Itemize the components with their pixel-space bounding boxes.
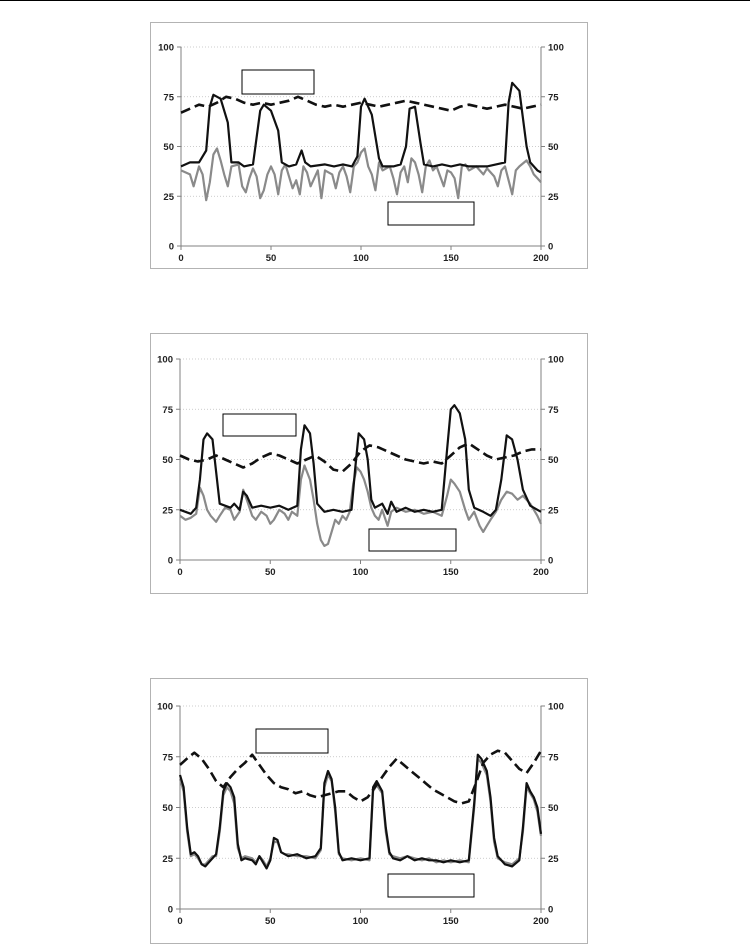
y-right-tick-label: 100 xyxy=(548,701,564,713)
y-right-tick-label: 0 xyxy=(548,241,554,253)
x-tick-label: 0 xyxy=(177,916,183,927)
x-tick-label: 0 xyxy=(178,253,184,264)
x-tick-label: 200 xyxy=(533,567,549,578)
chart-3-svg xyxy=(150,678,588,944)
y-left-tick-label: 100 xyxy=(158,42,174,54)
y-right-tick-label: 50 xyxy=(548,455,559,466)
chart-1-svg xyxy=(150,22,588,269)
chart-1 xyxy=(150,22,588,274)
y-right-tick-label: 25 xyxy=(548,505,559,517)
y-left-tick-label: 100 xyxy=(157,354,173,366)
y-left-tick-label: 100 xyxy=(157,701,173,713)
x-tick-label: 200 xyxy=(533,916,549,927)
label-box xyxy=(388,874,474,897)
y-left-tick-label: 50 xyxy=(163,142,174,153)
y-right-tick-label: 25 xyxy=(548,853,559,865)
label-box xyxy=(388,202,474,225)
y-left-tick-label: 25 xyxy=(163,191,174,203)
y-right-tick-label: 100 xyxy=(548,354,564,366)
y-right-tick-label: 50 xyxy=(548,142,559,153)
chart-frame xyxy=(151,23,588,269)
x-tick-label: 150 xyxy=(442,567,459,578)
y-right-tick-label: 75 xyxy=(548,92,559,104)
page-top-rule xyxy=(0,0,750,1)
label-box xyxy=(223,414,296,436)
y-right-tick-label: 75 xyxy=(548,404,559,416)
y-left-tick-label: 75 xyxy=(163,92,174,104)
y-left-tick-label: 0 xyxy=(167,555,173,567)
x-tick-label: 100 xyxy=(352,916,369,927)
x-tick-label: 200 xyxy=(533,253,549,264)
label-box xyxy=(256,729,328,753)
x-tick-label: 0 xyxy=(177,567,183,578)
y-right-tick-label: 50 xyxy=(548,803,559,814)
x-tick-label: 150 xyxy=(443,253,459,264)
y-left-tick-label: 25 xyxy=(162,505,173,517)
y-right-tick-label: 25 xyxy=(548,191,559,203)
x-tick-label: 150 xyxy=(442,916,459,927)
y-left-tick-label: 75 xyxy=(162,404,173,416)
y-left-tick-label: 50 xyxy=(162,803,173,814)
chart-3 xyxy=(150,678,588,949)
y-right-tick-label: 0 xyxy=(548,904,554,916)
y-left-tick-label: 50 xyxy=(162,455,173,466)
chart-frame xyxy=(151,679,588,944)
y-left-tick-label: 0 xyxy=(168,241,174,253)
x-tick-label: 100 xyxy=(352,567,369,578)
y-left-tick-label: 25 xyxy=(162,853,173,865)
y-right-tick-label: 0 xyxy=(548,555,554,567)
y-left-tick-label: 75 xyxy=(162,752,173,764)
label-box xyxy=(369,529,456,551)
label-box xyxy=(242,70,314,94)
x-tick-label: 50 xyxy=(265,253,277,264)
chart-2 xyxy=(150,333,588,599)
y-left-tick-label: 0 xyxy=(167,904,173,916)
chart-2-svg xyxy=(150,333,588,594)
y-right-tick-label: 75 xyxy=(548,752,559,764)
x-tick-label: 50 xyxy=(264,567,276,578)
y-right-tick-label: 100 xyxy=(548,42,564,54)
x-tick-label: 50 xyxy=(264,916,276,927)
x-tick-label: 100 xyxy=(353,253,369,264)
